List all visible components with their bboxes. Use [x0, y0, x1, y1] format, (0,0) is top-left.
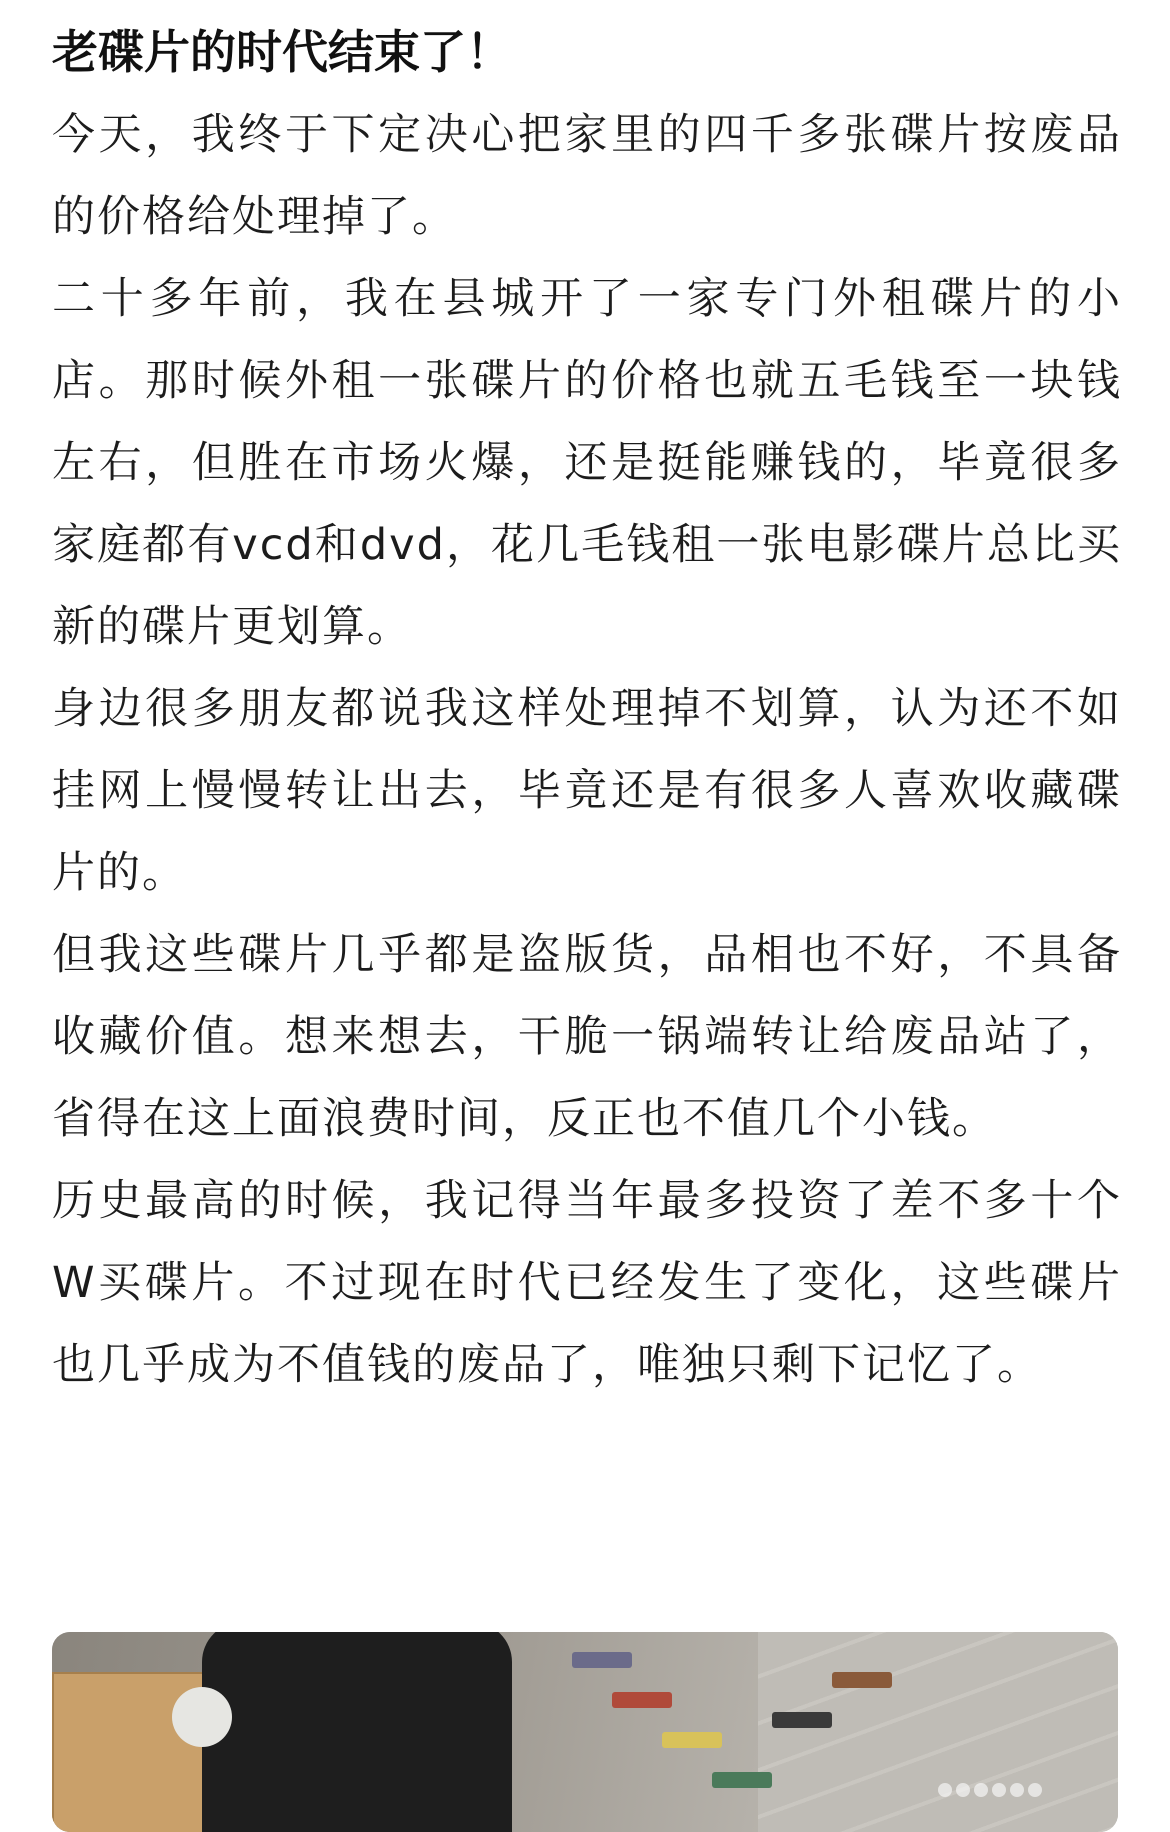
article-photo[interactable]: [52, 1632, 1118, 1832]
person-figure: [202, 1632, 512, 1832]
disc-stack: [772, 1712, 832, 1728]
article-paragraph-3: 身边很多朋友都说我这样处理掉不划算，认为还不如挂网上慢慢转让出去，毕竟还是有很多人喜欢收藏碟片的。: [52, 684, 1122, 898]
photo-wall: [758, 1632, 1118, 1832]
disc-stack: [612, 1692, 672, 1708]
article-paragraph-2: 二十多年前，我在县城开了一家专门外租碟片的小店。那时候外租一张碟片的价格也就五毛钱至一块钱左右，但胜在市场火爆，还是挺能赚钱的，毕竟很多家庭都有vcd和dvd，花几毛钱租一张电影碟片总比买新的碟片更划算。: [52, 274, 1122, 652]
watermark-dots: [934, 1782, 1134, 1796]
article-title: 老碟片的时代结束了！: [52, 25, 512, 79]
disc-stack: [712, 1772, 772, 1788]
watermark-dot: [938, 1783, 952, 1797]
article-paragraph-1: 今天，我终于下定决心把家里的四千多张碟片按废品的价格给处理掉了。: [52, 110, 1122, 242]
disc-stack: [832, 1672, 892, 1688]
watermark-dot: [1010, 1783, 1024, 1797]
watermark-dot: [992, 1783, 1006, 1797]
article: [52, 18, 1122, 1406]
disc-stack: [662, 1732, 722, 1748]
watermark-dot: [1028, 1783, 1042, 1797]
watermark-dot: [956, 1783, 970, 1797]
disc-stack: [572, 1652, 632, 1668]
article-paragraph-5: 历史最高的时候，我记得当年最多投资了差不多十个W买碟片。不过现在时代已经发生了变化，这些碟片也几乎成为不值钱的废品了，唯独只剩下记忆了。: [52, 1176, 1122, 1390]
glove: [172, 1687, 232, 1747]
article-paragraph-4: 但我这些碟片几乎都是盗版货，品相也不好，不具备收藏价值。想来想去，干脆一锅端转让给废品站了，省得在这上面浪费时间，反正也不值几个小钱。: [52, 930, 1122, 1144]
watermark-dot: [974, 1783, 988, 1797]
